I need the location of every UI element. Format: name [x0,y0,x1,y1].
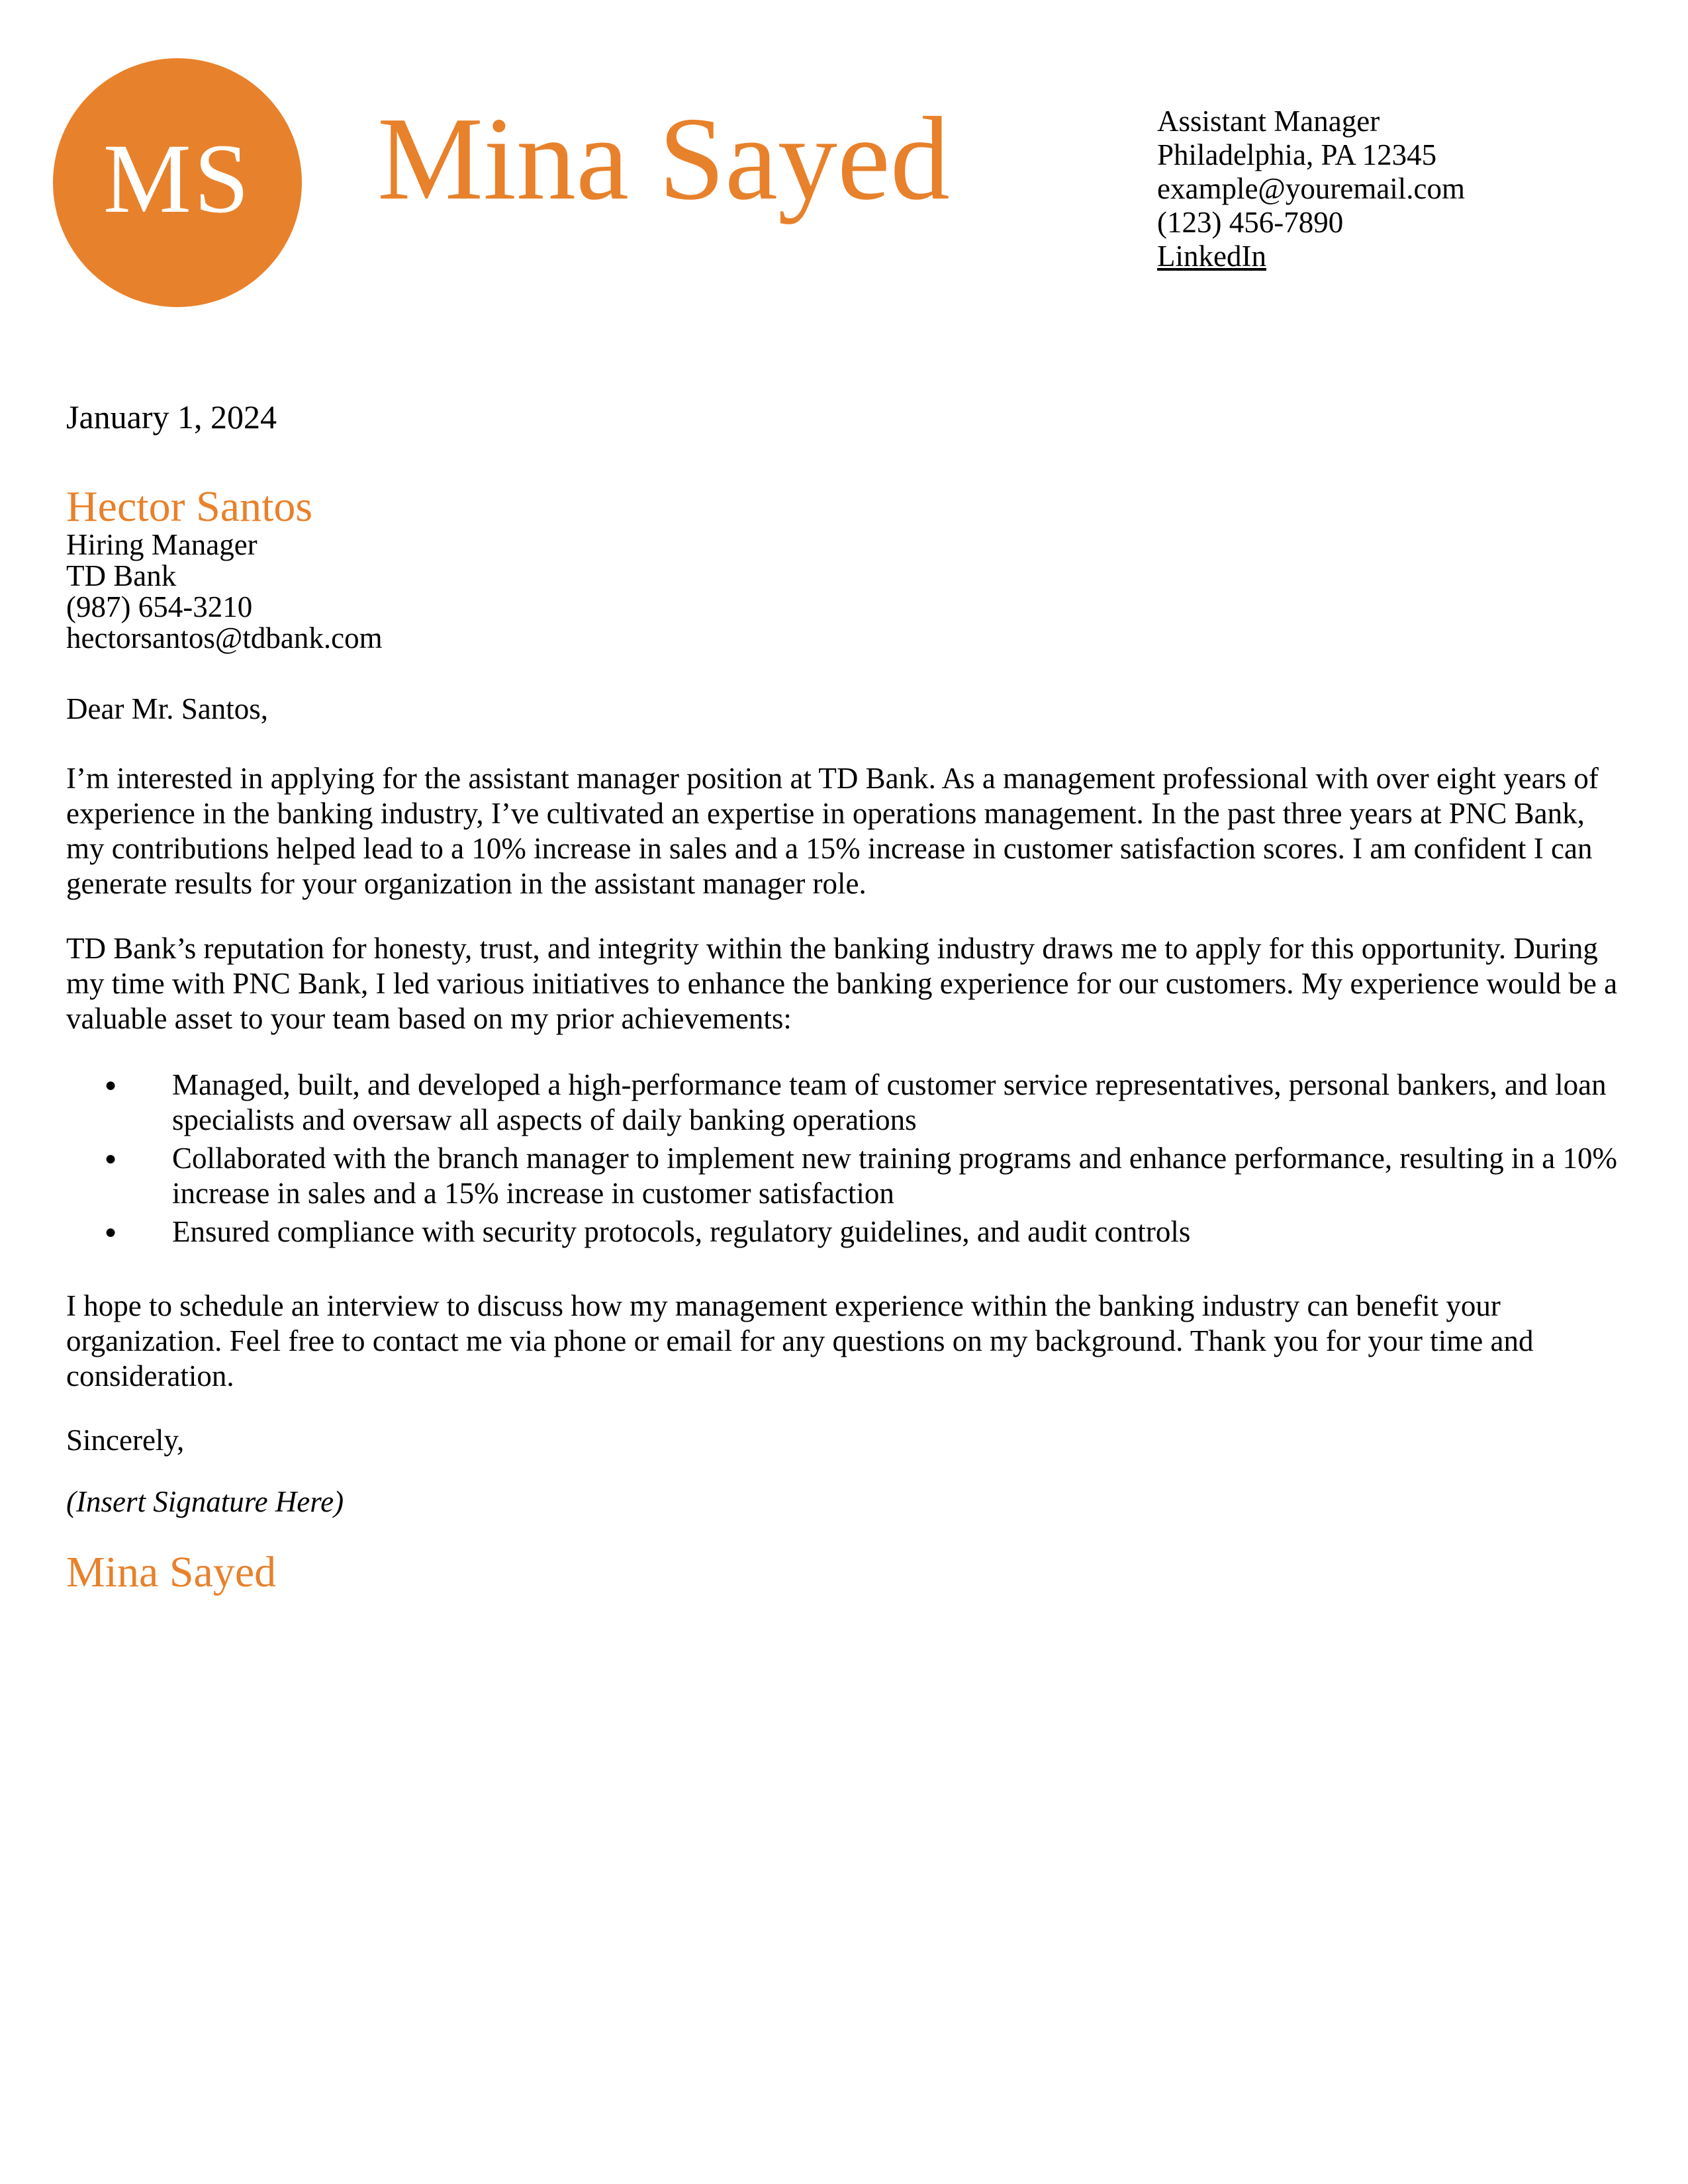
letter-date: January 1, 2024 [66,398,277,435]
linkedin-link[interactable]: LinkedIn [1157,240,1266,273]
greeting: Dear Mr. Santos, [66,692,268,725]
closing-paragraph: I hope to schedule an interview to discuss how my management experience within the banking industry can benefit your organization. Feel free to contact me via phone or email for any questions on my background. Thank you for your time and consideration. [66,1289,1534,1392]
recipient-email: hectorsantos@tdbank.com [66,621,383,655]
monogram-badge [53,58,302,307]
signature-name: Mina Sayed [66,1548,277,1596]
recipient-details-block [66,529,1622,654]
sign-off: Sincerely, [66,1424,185,1457]
recipient-company: TD Bank [66,559,177,592]
contact-job-title: Assistant Manager [1157,105,1380,138]
contact-location: Philadelphia, PA 12345 [1157,138,1437,171]
body-paragraph-2: TD Bank’s reputation for honesty, trust, and integrity within the banking industry draws me to apply for this opportunity. During my time with PNC Bank, I led various initiatives to enhance the banking experience for our customers. My experience would be a valuable asset to your team based on my prior achievements: [66,932,1618,1035]
achievement-item-2: ● Collaborated with the branch manager to implement new training programs and enhance performance, resulting in a 10% increase in sales and a 15% increase in customer satisfaction [172,1141,1622,1211]
recipient-phone: (987) 654-3210 [66,590,253,623]
signature-placeholder: (Insert Signature Here) [66,1485,344,1518]
achievement-item-1: ● Managed, built, and developed a high-performance team of customer service representatives, personal bankers, and loan specialists and oversaw all aspects of daily banking operations [172,1068,1622,1138]
page-title-name: Mina Sayed [377,93,950,224]
letter-body [66,397,1622,1596]
contact-phone: (123) 456-7890 [1157,206,1344,239]
monogram-initials: MS [103,124,252,234]
achievement-item-3: ● Ensured compliance with security protocols, regulatory guidelines, and audit controls [172,1214,1622,1250]
recipient-name: Hector Santos [66,482,313,531]
recipient-title: Hiring Manager [66,528,258,561]
achievement-list [66,1068,1622,1250]
body-paragraph-1: I’m interested in applying for the assistant manager position at TD Bank. As a management professional with over eight years of experience in the banking industry, I’ve cultivated an expertise in operations management. In the past three years at PNC Bank, my contributions helped lead to a 10% increase in sales and a 15% increase in customer satisfaction scores. I am confident I can generate results for your organization in the assistant manager role. [66,762,1599,900]
contact-email: example@youremail.com [1157,172,1466,205]
contact-info-block [1157,105,1465,273]
